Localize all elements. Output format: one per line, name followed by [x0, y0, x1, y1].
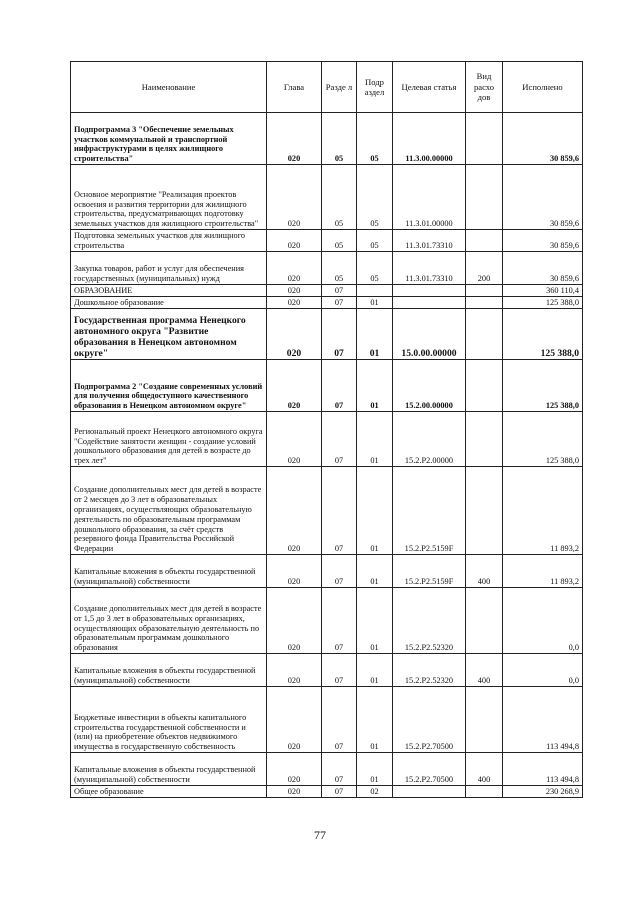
cell-executed: 30 859,6 — [503, 165, 583, 230]
cell-chapter: 020 — [267, 786, 322, 798]
cell-target-article: 15.2.P2.70500 — [393, 687, 466, 753]
table-row — [71, 230, 583, 252]
header-expense-type: Вид расхо дов — [466, 62, 503, 113]
cell-section: 07 — [322, 297, 357, 309]
table-row — [71, 467, 583, 555]
table-row — [71, 786, 583, 798]
cell-section: 07 — [322, 588, 357, 654]
table-row — [71, 165, 583, 230]
cell-executed: 230 268,9 — [503, 786, 583, 798]
cell-name: Основное мероприятие "Реализация проектов освоения и развития территории для жилищного строительства, предусматривающих подготовку земельных участков для жилищного строительства" — [71, 165, 267, 230]
cell-section: 07 — [322, 412, 357, 467]
cell-executed: 30 859,6 — [503, 230, 583, 252]
cell-name: Дошкольное образование — [71, 297, 267, 309]
cell-chapter: 020 — [267, 165, 322, 230]
header-target-article: Целевая статья — [393, 62, 466, 113]
cell-expense-type: 200 — [466, 252, 503, 285]
cell-executed: 0,0 — [503, 654, 583, 687]
cell-chapter: 020 — [267, 309, 322, 360]
table-row — [71, 687, 583, 753]
cell-section: 07 — [322, 555, 357, 588]
cell-section: 07 — [322, 467, 357, 555]
cell-target-article: 15.2.P2.00000 — [393, 412, 466, 467]
cell-expense-type: 400 — [466, 654, 503, 687]
cell-section: 05 — [322, 230, 357, 252]
table-row — [71, 285, 583, 297]
cell-executed: 113 494,8 — [503, 687, 583, 753]
table-row — [71, 309, 583, 360]
cell-section: 07 — [322, 360, 357, 412]
cell-name: Создание дополнительных мест для детей в возрасте от 1,5 до 3 лет в образовательных организациях, осуществляющих образовательную деятельность по образовательным программам дошкольного образования — [71, 588, 267, 654]
cell-name: Капитальные вложения в объекты государственной (муниципальной) собственности — [71, 753, 267, 786]
cell-target-article: 15.2.P2.70500 — [393, 753, 466, 786]
cell-name: Региональный проект Ненецкого автономного округа "Содействие занятости женщин - создание условий дошкольного образования для детей в возрасте до трех лет" — [71, 412, 267, 467]
header-chapter: Глава — [267, 62, 322, 113]
header-subsection: Подр аздел — [357, 62, 393, 113]
cell-subsection: 01 — [357, 309, 393, 360]
cell-section: 07 — [322, 687, 357, 753]
cell-target-article — [393, 285, 466, 297]
cell-target-article: 15.2.P2.5159F — [393, 555, 466, 588]
cell-target-article: 11.3.01.00000 — [393, 165, 466, 230]
cell-target-article — [393, 297, 466, 309]
cell-target-article: 15.2.P2.52320 — [393, 588, 466, 654]
cell-chapter: 020 — [267, 467, 322, 555]
cell-expense-type — [466, 588, 503, 654]
cell-name: Подготовка земельных участков для жилищного строительства — [71, 230, 267, 252]
cell-section: 05 — [322, 165, 357, 230]
cell-chapter: 020 — [267, 753, 322, 786]
cell-expense-type — [466, 687, 503, 753]
cell-subsection: 01 — [357, 467, 393, 555]
cell-section: 07 — [322, 786, 357, 798]
table-row — [71, 360, 583, 412]
cell-expense-type — [466, 412, 503, 467]
cell-name: Общее образование — [71, 786, 267, 798]
cell-executed: 30 859,6 — [503, 113, 583, 165]
table-row — [71, 252, 583, 285]
cell-chapter: 020 — [267, 360, 322, 412]
cell-subsection: 05 — [357, 252, 393, 285]
cell-subsection: 01 — [357, 588, 393, 654]
cell-subsection: 01 — [357, 654, 393, 687]
cell-subsection: 01 — [357, 687, 393, 753]
header-executed: Исполнено — [503, 62, 583, 113]
cell-executed: 30 859,6 — [503, 252, 583, 285]
cell-subsection: 05 — [357, 165, 393, 230]
table-row — [71, 588, 583, 654]
cell-executed: 11 893,2 — [503, 555, 583, 588]
cell-executed: 125 388,0 — [503, 297, 583, 309]
cell-chapter: 020 — [267, 555, 322, 588]
table-header-row — [71, 62, 583, 113]
cell-target-article: 15.2.00.00000 — [393, 360, 466, 412]
cell-expense-type — [466, 285, 503, 297]
cell-subsection: 01 — [357, 753, 393, 786]
cell-expense-type — [466, 360, 503, 412]
cell-executed: 125 388,0 — [503, 360, 583, 412]
cell-target-article: 15.2.P2.52320 — [393, 654, 466, 687]
cell-chapter: 020 — [267, 654, 322, 687]
cell-expense-type — [466, 165, 503, 230]
cell-subsection: 02 — [357, 786, 393, 798]
cell-name: Создание дополнительных мест для детей в возрасте от 2 месяцев до 3 лет в образовательных организациях, осуществляющих образовательную деятельность по образовательным программам дошкольного образования, за счёт средств резервного фонда Правительства Российской Федерации — [71, 467, 267, 555]
budget-table — [70, 61, 583, 798]
table-row — [71, 753, 583, 786]
cell-name: Закупка товаров, работ и услуг для обеспечения государственных (муниципальных) нужд — [71, 252, 267, 285]
cell-target-article: 11.3.01.73310 — [393, 230, 466, 252]
cell-executed: 125 388,0 — [503, 412, 583, 467]
cell-target-article: 15.0.00.00000 — [393, 309, 466, 360]
cell-name: Подпрограмма 3 "Обеспечение земельных участков коммунальной и транспортной инфраструктурами в целях жилищного строительства" — [71, 113, 267, 165]
cell-expense-type — [466, 309, 503, 360]
cell-name: Бюджетные инвестиции в объекты капитального строительства государственной собственности и (или) на приобретение объектов недвижимого имущества в государственную собственность — [71, 687, 267, 753]
cell-expense-type — [466, 113, 503, 165]
cell-subsection: 05 — [357, 113, 393, 165]
cell-expense-type — [466, 297, 503, 309]
table-row — [71, 297, 583, 309]
cell-subsection — [357, 285, 393, 297]
cell-subsection: 01 — [357, 555, 393, 588]
cell-section: 05 — [322, 252, 357, 285]
table-row — [71, 412, 583, 467]
cell-section: 05 — [322, 113, 357, 165]
cell-section: 07 — [322, 753, 357, 786]
cell-subsection: 01 — [357, 360, 393, 412]
cell-name: Подпрограмма 2 "Создание современных условий для получения общедоступного качественного образования в Ненецком автономном округе" — [71, 360, 267, 412]
cell-chapter: 020 — [267, 113, 322, 165]
cell-name: Капитальные вложения в объекты государственной (муниципальной) собственности — [71, 555, 267, 588]
header-section: Разде л — [322, 62, 357, 113]
cell-chapter: 020 — [267, 412, 322, 467]
cell-chapter: 020 — [267, 230, 322, 252]
cell-target-article: 15.2.P2.5159F — [393, 467, 466, 555]
cell-name: Государственная программа Ненецкого автономного округа "Развитие образования в Ненецком автономном округе" — [71, 309, 267, 360]
cell-subsection: 01 — [357, 297, 393, 309]
cell-expense-type — [466, 230, 503, 252]
cell-executed: 0,0 — [503, 588, 583, 654]
cell-executed: 11 893,2 — [503, 467, 583, 555]
cell-expense-type: 400 — [466, 555, 503, 588]
cell-target-article — [393, 786, 466, 798]
table-row — [71, 113, 583, 165]
table-row — [71, 555, 583, 588]
cell-chapter: 020 — [267, 252, 322, 285]
cell-chapter: 020 — [267, 285, 322, 297]
cell-executed: 360 110,4 — [503, 285, 583, 297]
cell-target-article: 11.3.01.73310 — [393, 252, 466, 285]
cell-section: 07 — [322, 285, 357, 297]
cell-expense-type: 400 — [466, 753, 503, 786]
cell-executed: 125 388,0 — [503, 309, 583, 360]
cell-section: 07 — [322, 654, 357, 687]
cell-target-article: 11.3.00.00000 — [393, 113, 466, 165]
cell-name: ОБРАЗОВАНИЕ — [71, 285, 267, 297]
cell-chapter: 020 — [267, 588, 322, 654]
page-number: 77 — [314, 828, 326, 842]
cell-chapter: 020 — [267, 297, 322, 309]
cell-executed: 113 494,8 — [503, 753, 583, 786]
cell-subsection: 05 — [357, 230, 393, 252]
header-name: Наименование — [71, 62, 267, 113]
cell-expense-type — [466, 467, 503, 555]
cell-section: 07 — [322, 309, 357, 360]
cell-subsection: 01 — [357, 412, 393, 467]
cell-chapter: 020 — [267, 687, 322, 753]
cell-expense-type — [466, 786, 503, 798]
table-row — [71, 654, 583, 687]
cell-name: Капитальные вложения в объекты государственной (муниципальной) собственности — [71, 654, 267, 687]
